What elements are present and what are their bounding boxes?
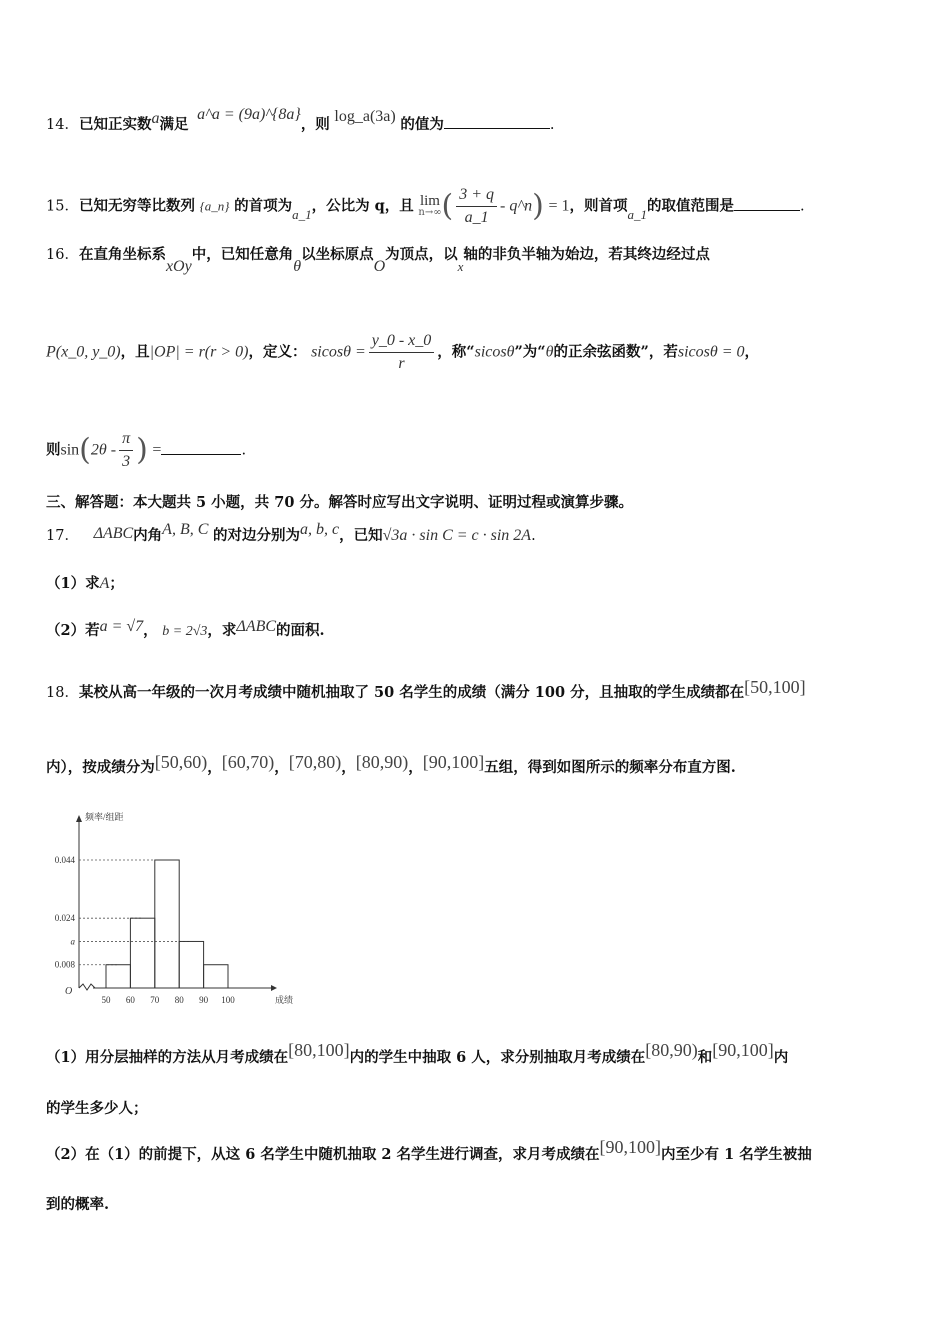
limit: lim n→∞ [418, 192, 442, 218]
question-18-part2-line2: 到的概率. [46, 1196, 110, 1213]
q14-log: log_a(3a) [334, 108, 396, 125]
q14-equation: a^a = (9a)^{8a} [197, 106, 301, 123]
histogram-bar [130, 918, 154, 988]
q17-number: 17． [46, 528, 79, 544]
x-tick-label: 100 [221, 995, 235, 1005]
y-tick-label: 0.024 [54, 913, 75, 924]
x-axis-arrow [271, 985, 277, 991]
q15-number: 15． [46, 198, 79, 215]
q15-fraction: $\frac{3 + q}{a\_1}$ [456, 184, 497, 229]
q14-number: 14． [46, 117, 79, 133]
y-tick-label: a [70, 936, 75, 947]
x-tick-label: 50 [101, 995, 111, 1005]
answer-blank[interactable] [734, 196, 800, 211]
question-18-part1: （1）用分层抽样的方法从月考成绩在[80,100]内的学生中抽取 6 人，求分别抽取月考成绩在[80,90)和[90,100]内 [46, 1040, 789, 1066]
y-tick-label: 0.008 [54, 959, 75, 970]
x-tick-label: 90 [199, 995, 209, 1005]
section-three-heading: 三、解答题：本大题共 5 小题，共 70 分。解答时应写出文字说明、证明过程或演算步骤。 [46, 494, 633, 511]
question-15: 15．已知无穷等比数列 {a_n} 的首项为a_1，公比为 q，且 lim n→∞ ( $\frac{3 + q}{a\_1}$ - q^n) = 1，则首项a_1的取值范围是 . [46, 184, 805, 229]
histogram-bar [179, 941, 203, 988]
question-18-part1-line2: 的学生多少人； [46, 1100, 148, 1117]
x-tick-label: 80 [174, 995, 184, 1005]
var-a: a [151, 110, 160, 127]
y-axis-label: 频率/组距 [85, 812, 124, 822]
y-tick-label: 0.044 [54, 855, 75, 865]
question-17: 17． ΔABC内角A, B, C 的对边分别为a, b, c，已知√3a · sin C = c · sin 2A. [46, 521, 536, 544]
question-14: 14．已知正实数a满足 a^a = (9a)^{8a}，则 log_a(3a) 的值为 . [46, 106, 555, 133]
question-18-part2: （2）在（1）的前提下，从这 6 名学生中随机抽取 2 名学生进行调查，求月考成绩在[90,100]内至少有 1 名学生被抽 [46, 1137, 812, 1163]
question-17-part2: （2）若a = √7， b = 2√3，求ΔABC的面积. [46, 618, 325, 639]
origin-label: O [65, 986, 73, 997]
y-axis-arrow [76, 815, 82, 822]
q16-number: 16． [46, 247, 79, 263]
question-16: 16．在直角坐标系xOy中，已知任意角θ以坐标原点O为顶点，以x轴的非负半轴为始边，若其终边经过点 [46, 246, 710, 275]
histogram-bar [204, 965, 228, 988]
answer-blank[interactable] [444, 114, 550, 129]
answer-blank[interactable] [161, 440, 241, 455]
histogram-bar [106, 965, 130, 988]
question-17-part1: （1）求A； [46, 575, 124, 592]
x-axis-label: 成绩 [275, 995, 294, 1005]
x-tick-label: 60 [125, 995, 135, 1005]
question-18-line2: 内），按成绩分为[50,60)，[60,70)，[70,80)，[80,90)，[90,100]五组，得到如图所示的频率分布直方图. [46, 752, 736, 776]
axis-break [79, 984, 98, 990]
q18-number: 18． [46, 685, 79, 701]
histogram-bar [155, 860, 179, 988]
sicos-definition: $\frac{y\_0 - x\_0}{r}$ [369, 330, 435, 375]
question-18: 18．某校从高一年级的一次月考成绩中随机抽取了 50 名学生的成绩（满分 100 分，且抽取的学生成绩都在[50,100] [46, 677, 806, 701]
question-16-line3: 则sin(2θ - $\frac{\pi}{3}$ ) = . [46, 430, 247, 470]
x-tick-label: 70 [150, 995, 160, 1005]
q15-seq: {a_n} [199, 198, 230, 214]
question-16-line2: P(x_0, y_0)，且|OP| = r(r > 0)，定义： sicosθ = $\frac{y\_0 - x\_0}{r}$ ，称“sicosθ”为“θ的正余弦函数”，若sicosθ = 0， [46, 330, 759, 375]
frequency-histogram [46, 810, 306, 1010]
